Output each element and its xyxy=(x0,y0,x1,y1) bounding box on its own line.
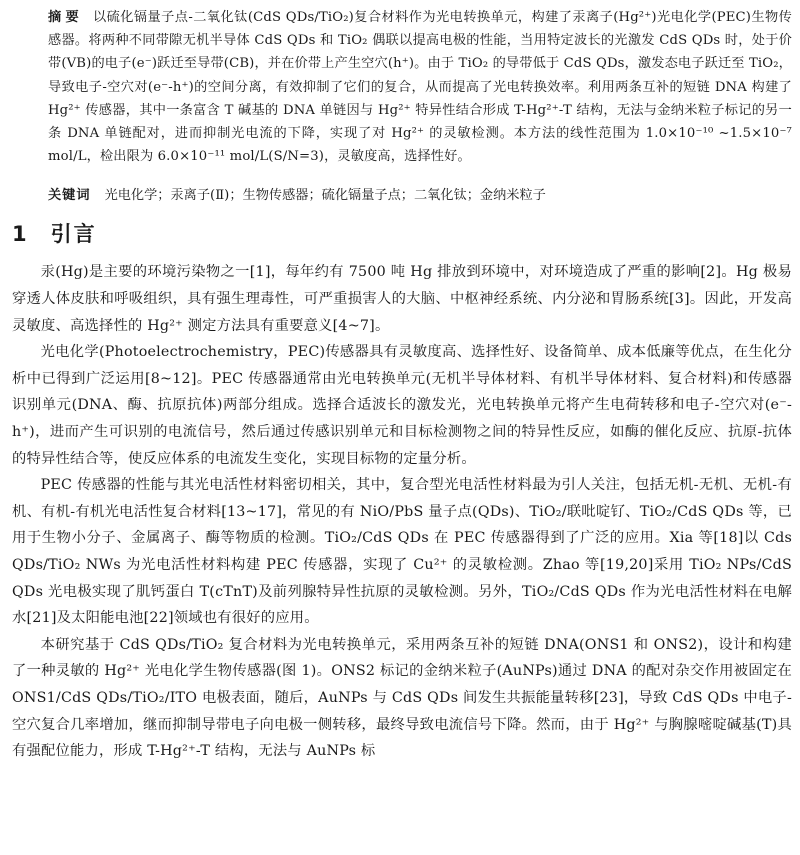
page xyxy=(12,6,792,765)
keywords-label: 关键词 xyxy=(48,188,91,204)
section-heading xyxy=(12,219,792,249)
keywords-text: 光电化学；汞离子(Ⅱ)；生物传感器；硫化镉量子点；二氧化钛；金纳米粒子 xyxy=(104,188,546,204)
abstract-label: 摘要 xyxy=(48,10,83,25)
body-paragraph: PEC 传感器的性能与其光电活性材料密切相关，其中，复合型光电活性材料最为引人关注，包括无机-无机、无机-有机、有机-有机光电活性复合材料[13~17]，常见的有 NiO/PbS 量子点(QDs)、TiO₂/联吡啶钌、TiO₂/CdS QDs 等，已用于生物小分子、金属离子、酶等物质的检测。TiO₂/CdS QDs 在 PEC 传感器得到了广泛的应用。Xia 等[18]以 Cds QDs/TiO₂ NWs 为光电活性材料构建 PEC 传感器，实现了 Cu²⁺ 的灵敏检测。Zhao 等[19,20]采用 TiO₂ NPs/CdS QDs 光电极实现了肌钙蛋白 T(cTnT)及前列腺特异性抗原的灵敏检测。另外，TiO₂/CdS QDs 作为光电活性材料在电解水[21]及太阳能电池[22]领域也有很好的应用。 xyxy=(12,477,792,627)
section-title: 引言 xyxy=(50,222,97,247)
body-paragraph: 汞(Hg)是主要的环境污染物之一[1]，每年约有 7500 吨 Hg 排放到环境中，对环境造成了严重的影响[2]。Hg 极易穿透人体皮肤和呼吸组织，具有强生理毒性，可严重损害人的大脑、中枢神经系统、内分泌和胃肠系统[3]。因此，开发高灵敏度、高选择性的 Hg²⁺ 测定方法具有重要意义[4~7]。 xyxy=(12,264,792,334)
body-paragraph: 本研究基于 CdS QDs/TiO₂ 复合材料为光电转换单元，采用两条互补的短链 DNA(ONS1 和 ONS2)，设计和构建了一种灵敏的 Hg²⁺ 光电化学生物传感器(图 1)。ONS2 标记的金纳米粒子(AuNPs)通过 DNA 的配对杂交作用被固定在 ONS1/CdS QDs/TiO₂/ITO 电极表面，随后，AuNPs 与 CdS QDs 间发生共振能量转移[23]，导致 CdS QDs 中电子-空穴复合几率增加，继而抑制导带电子向电极一侧转移，最终导致电流信号下降。然而，由于 Hg²⁺ 与胸腺嘧啶碱基(T)具有强配位能力，形成 T-Hg²⁺-T 结构，无法与 AuNPs 标 xyxy=(12,636,792,760)
abstract-text: 以硫化镉量子点-二氧化钛(CdS QDs/TiO₂)复合材料作为光电转换单元，构建了汞离子(Hg²⁺)光电化学(PEC)生物传感器。将两种不同带隙无机半导体 CdS QDs 和 TiO₂ 偶联以提高电极的性能，当用特定波长的光激发 CdS QDs 时，处于价带(VB)的电子(e⁻)跃迁至导带(CB)，并在价带上产生空穴(h⁺)。由于 TiO₂ 的导带低于 CdS QDs，激发态电子跃迁至 TiO₂，导致电子-空穴对(e⁻-h⁺)的空间分离，有效抑制了它们的复合，从而提高了光电转换效率。利用两条互补的短链 DNA 构建了 Hg²⁺ 传感器，其中一条富含 T 碱基的 DNA 单链因与 Hg²⁺ 特异性结合形成 T-Hg²⁺-T 结构，无法与金纳米粒子标记的另一条 DNA 单链配对，进而抑制光电流的下降，实现了对 Hg²⁺ 的灵敏检测。本方法的线性范围为 1.0×10⁻¹⁰ ~1.5×10⁻⁷ mol/L，检出限为 6.0×10⁻¹¹ mol/L(S/N=3)，灵敏度高，选择性好。 xyxy=(48,10,793,165)
abstract xyxy=(48,6,792,168)
body-paragraph: 光电化学(Photoelectrochemistry，PEC)传感器具有灵敏度高、选择性好、设备简单、成本低廉等优点，在生化分析中已得到广泛运用[8~12]。PEC 传感器通常由光电转换单元(无机半导体材料、有机半导体材料、复合材料)和传感器识别单元(DNA、酶、抗原抗体)两部分组成。选择合适波长的激发光，光电转换单元将产生电荷转移和电子-空穴对(e⁻-h⁺)，进而产生可识别的电流信号，然后通过传感识别单元和目标检测物之间的特异性反应，如酶的催化反应、抗原-抗体的特异性结合等，使反应体系的电流发生变化，实现目标物的定量分析。 xyxy=(12,344,792,467)
keywords xyxy=(48,184,792,207)
section-number: 1 xyxy=(12,222,29,247)
